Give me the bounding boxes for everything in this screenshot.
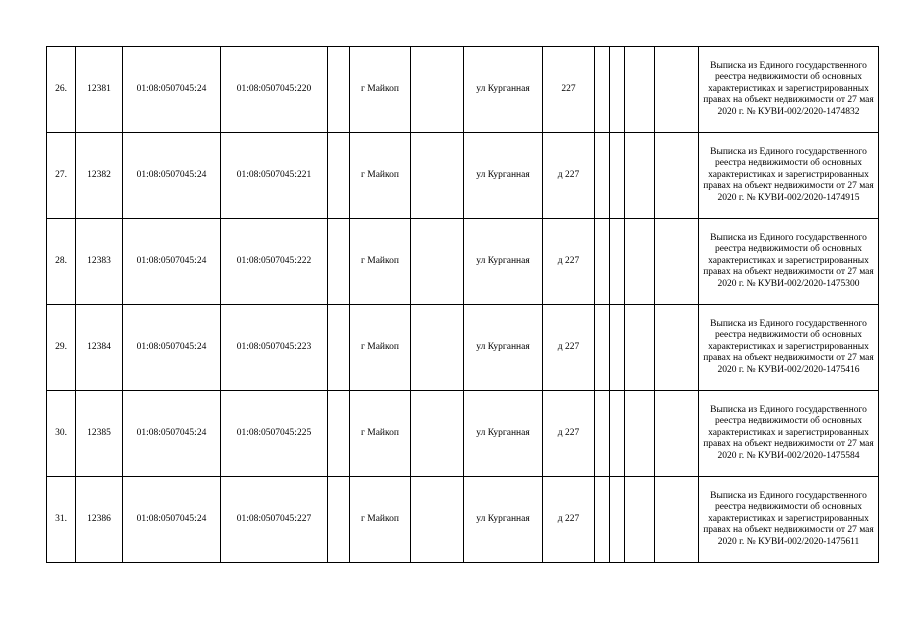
row-number: 29. (47, 305, 76, 391)
empty-cell (328, 219, 350, 305)
table-row (47, 219, 879, 305)
street-cell: ул Курганная (464, 47, 543, 133)
table-row (47, 305, 879, 391)
cadastral-number: 01:08:0507045:225 (221, 391, 328, 477)
house-cell: д 227 (543, 305, 595, 391)
parent-cadastral-number: 01:08:0507045:24 (123, 47, 221, 133)
house-cell: д 227 (543, 133, 595, 219)
city-cell: г Майкоп (350, 133, 411, 219)
empty-cell (411, 133, 464, 219)
source-document-cell: Выписка из Единого государственного реестра недвижимости об основных характеристиках и зарегистрированных правах на объект недвижимости от 27 мая 2020 г. № КУВИ-002/2020-1475416 (699, 305, 879, 391)
street-cell: ул Курганная (464, 219, 543, 305)
table-row (47, 47, 879, 133)
table-row (47, 391, 879, 477)
object-id: 12381 (76, 47, 123, 133)
house-cell: д 227 (543, 477, 595, 563)
house-cell: д 227 (543, 391, 595, 477)
house-cell: д 227 (543, 219, 595, 305)
cadastral-number: 01:08:0507045:221 (221, 133, 328, 219)
street-cell: ул Курганная (464, 305, 543, 391)
city-cell: г Майкоп (350, 47, 411, 133)
parent-cadastral-number: 01:08:0507045:24 (123, 391, 221, 477)
property-register-table (46, 46, 879, 563)
empty-cell (411, 477, 464, 563)
cadastral-number: 01:08:0507045:223 (221, 305, 328, 391)
city-cell: г Майкоп (350, 305, 411, 391)
parent-cadastral-number: 01:08:0507045:24 (123, 133, 221, 219)
empty-cell (610, 391, 625, 477)
object-id: 12386 (76, 477, 123, 563)
empty-cell (610, 47, 625, 133)
empty-cell (610, 477, 625, 563)
parent-cadastral-number: 01:08:0507045:24 (123, 219, 221, 305)
empty-cell (655, 219, 699, 305)
row-number: 27. (47, 133, 76, 219)
source-document-cell: Выписка из Единого государственного реестра недвижимости об основных характеристиках и зарегистрированных правах на объект недвижимости от 27 мая 2020 г. № КУВИ-002/2020-1475300 (699, 219, 879, 305)
empty-cell (411, 391, 464, 477)
empty-cell (625, 133, 655, 219)
empty-cell (655, 391, 699, 477)
empty-cell (595, 391, 610, 477)
street-cell: ул Курганная (464, 391, 543, 477)
city-cell: г Майкоп (350, 219, 411, 305)
empty-cell (655, 477, 699, 563)
empty-cell (655, 133, 699, 219)
empty-cell (595, 477, 610, 563)
empty-cell (625, 477, 655, 563)
object-id: 12385 (76, 391, 123, 477)
source-document-cell: Выписка из Единого государственного реестра недвижимости об основных характеристиках и зарегистрированных правах на объект недвижимости от 27 мая 2020 г. № КУВИ-002/2020-1475584 (699, 391, 879, 477)
empty-cell (595, 133, 610, 219)
source-document-cell: Выписка из Единого государственного реестра недвижимости об основных характеристиках и зарегистрированных правах на объект недвижимости от 27 мая 2020 г. № КУВИ-002/2020-1474832 (699, 47, 879, 133)
parent-cadastral-number: 01:08:0507045:24 (123, 477, 221, 563)
parent-cadastral-number: 01:08:0507045:24 (123, 305, 221, 391)
empty-cell (625, 219, 655, 305)
row-number: 31. (47, 477, 76, 563)
empty-cell (411, 219, 464, 305)
empty-cell (595, 305, 610, 391)
empty-cell (595, 219, 610, 305)
row-number: 30. (47, 391, 76, 477)
empty-cell (610, 219, 625, 305)
table-body (47, 47, 879, 563)
cadastral-number: 01:08:0507045:227 (221, 477, 328, 563)
row-number: 28. (47, 219, 76, 305)
cadastral-number: 01:08:0507045:222 (221, 219, 328, 305)
empty-cell (328, 47, 350, 133)
empty-cell (625, 47, 655, 133)
empty-cell (655, 305, 699, 391)
house-cell: 227 (543, 47, 595, 133)
empty-cell (411, 47, 464, 133)
empty-cell (610, 133, 625, 219)
table-row (47, 133, 879, 219)
object-id: 12384 (76, 305, 123, 391)
empty-cell (625, 391, 655, 477)
table-row (47, 477, 879, 563)
city-cell: г Майкоп (350, 477, 411, 563)
empty-cell (411, 305, 464, 391)
street-cell: ул Курганная (464, 133, 543, 219)
empty-cell (625, 305, 655, 391)
empty-cell (328, 391, 350, 477)
source-document-cell: Выписка из Единого государственного реестра недвижимости об основных характеристиках и зарегистрированных правах на объект недвижимости от 27 мая 2020 г. № КУВИ-002/2020-1475611 (699, 477, 879, 563)
empty-cell (610, 305, 625, 391)
empty-cell (595, 47, 610, 133)
cadastral-number: 01:08:0507045:220 (221, 47, 328, 133)
row-number: 26. (47, 47, 76, 133)
empty-cell (328, 305, 350, 391)
object-id: 12383 (76, 219, 123, 305)
empty-cell (328, 133, 350, 219)
object-id: 12382 (76, 133, 123, 219)
city-cell: г Майкоп (350, 391, 411, 477)
source-document-cell: Выписка из Единого государственного реестра недвижимости об основных характеристиках и зарегистрированных правах на объект недвижимости от 27 мая 2020 г. № КУВИ-002/2020-1474915 (699, 133, 879, 219)
empty-cell (655, 47, 699, 133)
street-cell: ул Курганная (464, 477, 543, 563)
empty-cell (328, 477, 350, 563)
